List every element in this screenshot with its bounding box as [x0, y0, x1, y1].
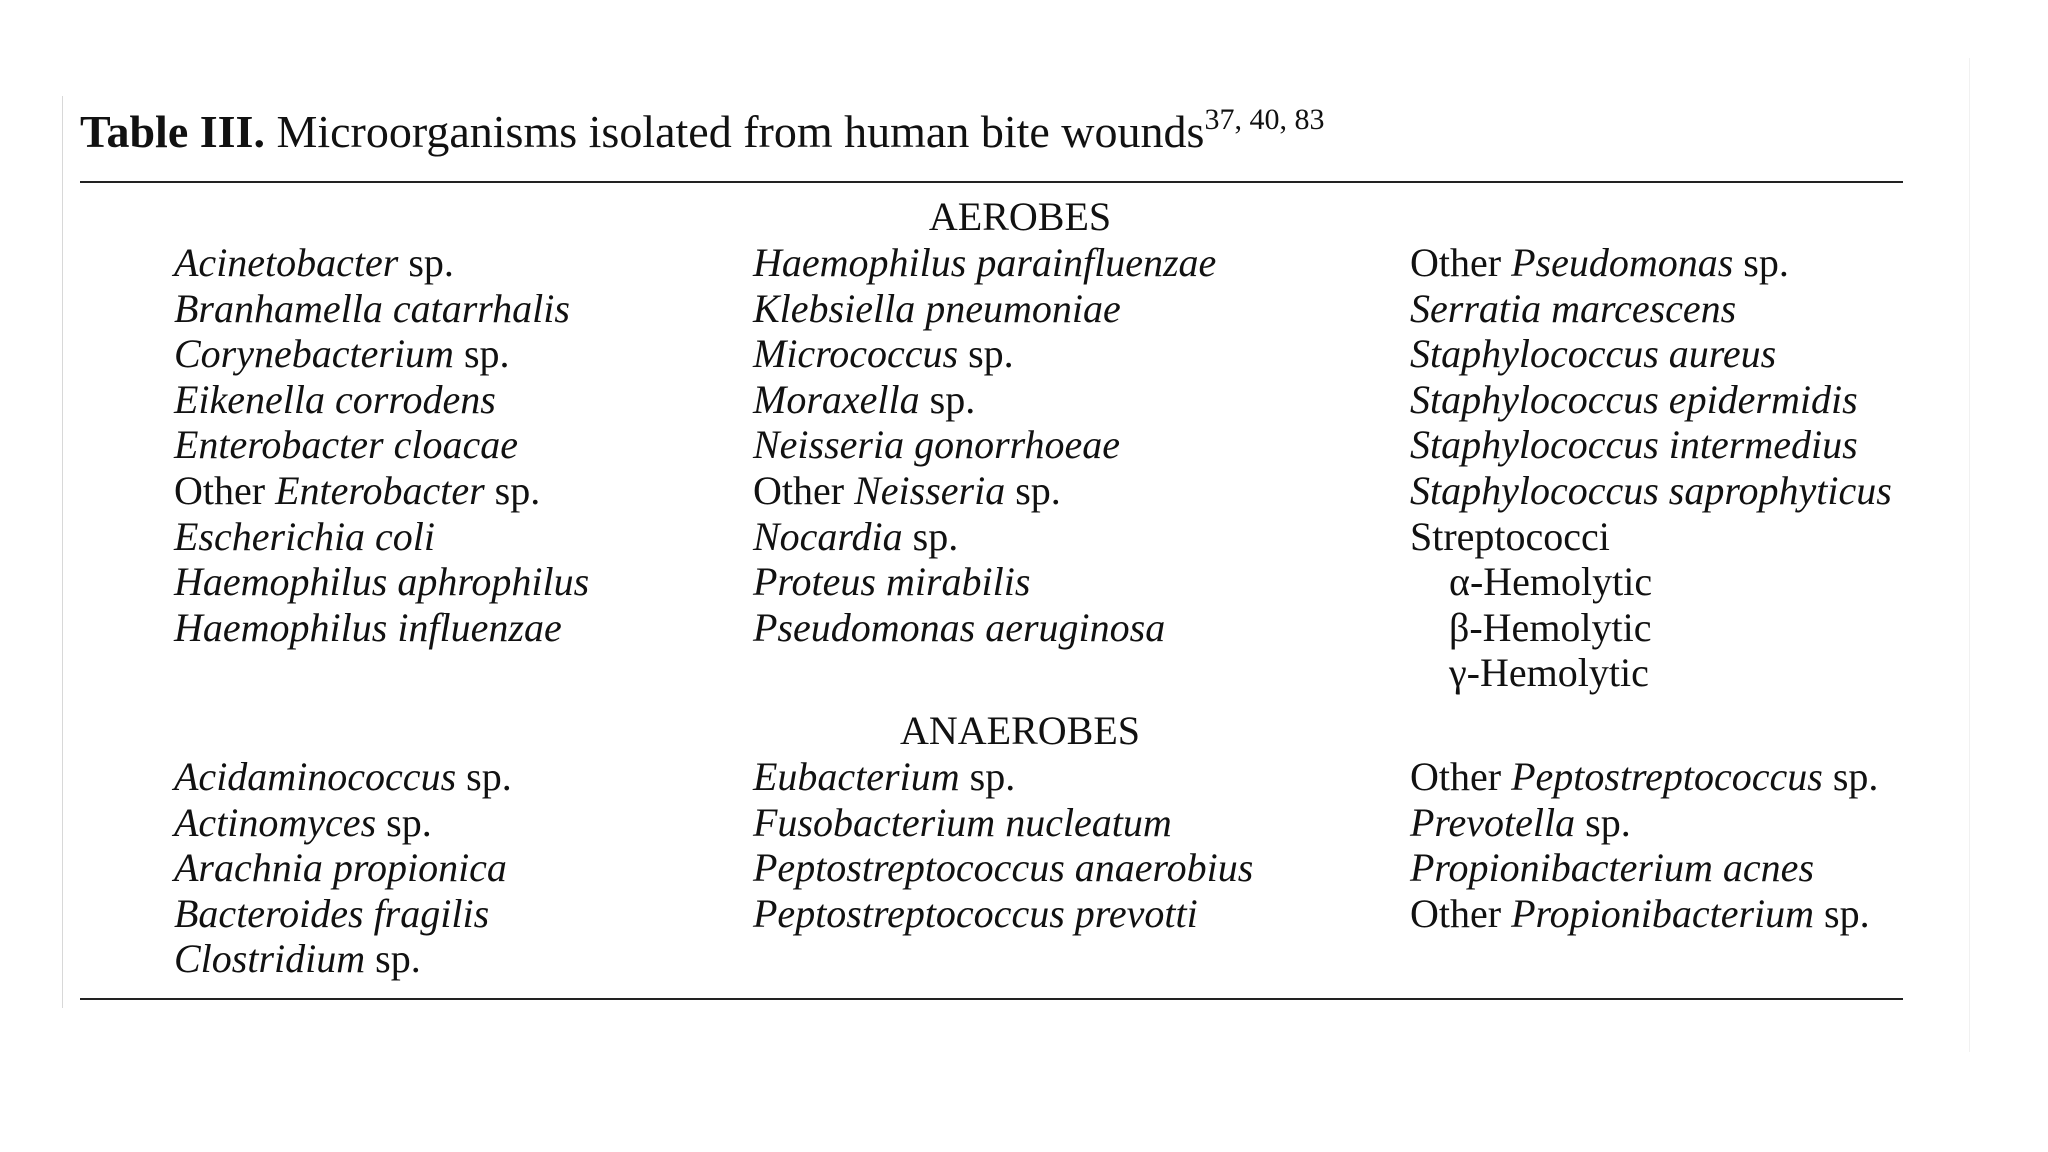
organism-entry — [1410, 286, 1892, 332]
organism-entry — [1410, 559, 1892, 605]
organism-entry — [1410, 800, 1878, 846]
organism-name-italic: Haemophilus influenzae — [174, 604, 562, 650]
organism-name-italic: Corynebacterium — [174, 331, 454, 377]
organism-entry — [1410, 468, 1892, 514]
organism-entry — [174, 891, 512, 937]
organism-text: γ-Hemolytic — [1449, 650, 1649, 696]
page-left-edge — [62, 96, 63, 1008]
organism-name-italic: Peptostreptococcus — [1511, 754, 1823, 799]
organism-entry — [174, 240, 589, 286]
organism-entry — [753, 800, 1253, 846]
organism-entry — [1410, 754, 1878, 800]
organism-name-italic: Propionibacterium acnes — [1410, 845, 1815, 891]
organism-name-italic: Fusobacterium nucleatum — [753, 799, 1172, 845]
organism-text: sp. — [1822, 754, 1879, 799]
organism-name-italic: Neisseria gonorrhoeae — [753, 422, 1121, 468]
table-top-rule — [80, 181, 1903, 183]
organism-entry — [1410, 845, 1878, 891]
organism-text: sp. — [484, 467, 541, 513]
organism-text: Other — [1410, 890, 1512, 936]
organism-name-italic: Bacteroides fragilis — [174, 890, 490, 936]
organism-name-italic: Pseudomonas aeruginosa — [753, 604, 1166, 650]
organism-text: sp. — [1575, 799, 1631, 845]
organism-name-italic: Enterobacter cloacae — [174, 422, 518, 468]
organism-name-italic: Acidaminococcus — [174, 754, 457, 799]
organism-text: sp. — [958, 331, 1014, 377]
organism-text: sp. — [398, 240, 454, 285]
organism-name-italic: Arachnia propionica — [174, 845, 507, 891]
table-title — [80, 102, 1324, 168]
organism-name-italic: Micrococcus — [753, 331, 959, 377]
organism-name-italic: Peptostreptococcus prevotti — [753, 890, 1198, 936]
organism-entry — [174, 845, 512, 891]
organism-name-italic: Eikenella corrodens — [174, 376, 496, 422]
organism-text: sp. — [453, 331, 510, 377]
organism-text: sp. — [902, 513, 959, 559]
table-label: Table III. — [80, 106, 265, 157]
organism-name-italic: Actinomyces — [174, 799, 377, 845]
organism-name-italic: Prevotella — [1410, 799, 1576, 845]
organism-entry — [753, 891, 1253, 937]
organism-entry — [1410, 331, 1892, 377]
organism-entry — [753, 331, 1216, 377]
organism-name-italic: Escherichia coli — [174, 513, 436, 559]
aerobes-column-1 — [174, 240, 589, 650]
organism-entry — [753, 605, 1216, 651]
organism-entry — [1410, 377, 1892, 423]
organism-text: sp. — [365, 936, 421, 982]
organism-name-italic: Clostridium — [174, 936, 366, 982]
table-caption: Microorganisms isolated from human bite wounds — [264, 106, 1205, 157]
organism-name-italic: Staphylococcus epidermidis — [1410, 376, 1858, 422]
organism-entry — [753, 845, 1253, 891]
page-right-edge — [1969, 58, 1970, 1052]
organism-name-italic: Neisseria — [854, 467, 1006, 513]
organism-name-italic: Staphylococcus aureus — [1410, 331, 1777, 377]
organism-name-italic: Nocardia — [753, 513, 903, 559]
anaerobes-heading: ANAEROBES — [899, 708, 1141, 753]
organism-entry — [1410, 514, 1892, 560]
organism-entry — [753, 240, 1216, 286]
organism-entry — [174, 754, 512, 800]
organism-text: sp. — [959, 754, 1016, 799]
anaerobes-column-1 — [174, 754, 512, 982]
organism-name-italic: Klebsiella pneumoniae — [753, 285, 1121, 331]
organism-name-italic: Staphylococcus intermedius — [1410, 422, 1858, 468]
organism-text: sp. — [1814, 890, 1870, 936]
organism-entry — [174, 286, 589, 332]
organism-text: Other — [1410, 240, 1512, 285]
organism-text: α-Hemolytic — [1449, 559, 1653, 605]
organism-entry — [174, 559, 589, 605]
organism-name-italic: Eubacterium — [753, 754, 960, 799]
organism-text: sp. — [919, 376, 976, 422]
aerobes-heading: AEROBES — [928, 194, 1112, 239]
organism-entry — [1410, 422, 1892, 468]
organism-entry — [753, 468, 1216, 514]
organism-entry — [1410, 891, 1878, 937]
organism-entry — [753, 559, 1216, 605]
organism-text: Streptococci — [1410, 513, 1610, 559]
organism-entry — [1410, 605, 1892, 651]
organism-entry — [753, 286, 1216, 332]
organism-text: sp. — [1733, 240, 1789, 285]
anaerobes-column-2 — [753, 754, 1253, 936]
organism-entry — [1410, 650, 1892, 696]
organism-entry — [753, 754, 1253, 800]
aerobes-column-3 — [1410, 240, 1892, 696]
organism-text: sp. — [456, 754, 512, 799]
organism-text: Other — [1410, 754, 1512, 799]
organism-text: sp. — [376, 799, 432, 845]
organism-entry — [753, 422, 1216, 468]
organism-name-italic: Branhamella catarrhalis — [174, 285, 570, 331]
organism-text: Other — [174, 467, 276, 513]
organism-entry — [1410, 240, 1892, 286]
organism-entry — [753, 377, 1216, 423]
organism-entry — [174, 800, 512, 846]
organism-name-italic: Haemophilus parainfluenzae — [753, 240, 1217, 285]
organism-entry — [753, 514, 1216, 560]
organism-name-italic: Propionibacterium — [1511, 890, 1815, 936]
organism-name-italic: Serratia marcescens — [1410, 285, 1737, 331]
organism-entry — [174, 377, 589, 423]
organism-name-italic: Pseudomonas — [1511, 240, 1734, 285]
aerobes-column-2 — [753, 240, 1216, 650]
organism-entry — [174, 514, 589, 560]
table-bottom-rule — [80, 998, 1903, 1000]
organism-name-italic: Peptostreptococcus anaerobius — [753, 845, 1254, 891]
organism-entry — [174, 422, 589, 468]
organism-entry — [174, 331, 589, 377]
organism-name-italic: Staphylococcus saprophyticus — [1410, 467, 1892, 513]
organism-name-italic: Haemophilus aphrophilus — [174, 559, 590, 605]
organism-name-italic: Moraxella — [753, 376, 920, 422]
organism-text: β-Hemolytic — [1449, 604, 1652, 650]
organism-name-italic: Acinetobacter — [174, 240, 399, 285]
organism-entry — [174, 468, 589, 514]
organism-text: Other — [753, 467, 855, 513]
table-references: 37, 40, 83 — [1204, 103, 1325, 136]
organism-entry — [174, 936, 512, 982]
anaerobes-column-3 — [1410, 754, 1878, 936]
organism-name-italic: Proteus mirabilis — [753, 559, 1031, 605]
organism-text: sp. — [1005, 467, 1061, 513]
organism-name-italic: Enterobacter — [275, 467, 485, 513]
organism-entry — [174, 605, 589, 651]
